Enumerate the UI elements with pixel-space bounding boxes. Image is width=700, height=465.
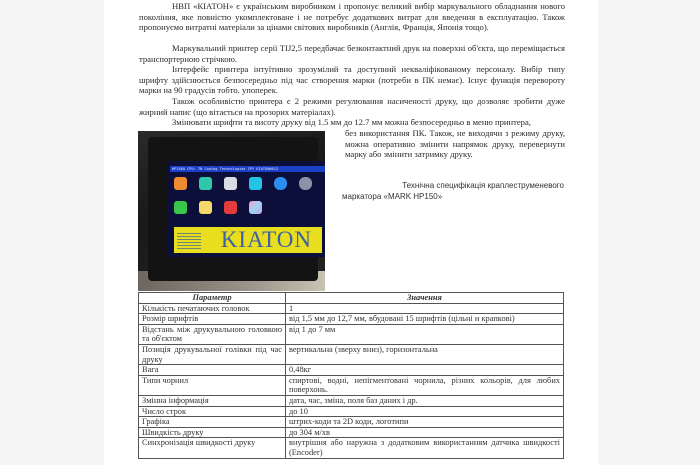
param-cell: Змінна інформація xyxy=(139,395,286,406)
side-paragraph: без використання ПК. Також, не виходячи з режиму друку, можна оперативно змінити напрямок друку, перевернути марку або змінити затримку друку. xyxy=(345,128,565,160)
value-cell: від 1,5 мм до 12,7 мм, вбудовані 15 шрифтів (цільні и крапкові) xyxy=(286,314,564,325)
param-cell: Відстань між друкувальною головкою та об'єктом xyxy=(139,324,286,344)
logo-lines xyxy=(177,233,201,249)
param-cell: Синхронізація швидкості друку xyxy=(139,438,286,458)
printer-screen xyxy=(168,161,325,257)
app-icon-contacts xyxy=(224,201,237,214)
app-icon-store xyxy=(274,177,287,190)
app-icon-settings xyxy=(299,177,312,190)
table-row xyxy=(139,417,564,428)
table-row xyxy=(139,314,564,325)
param-cell: Кількість печатаючих головок xyxy=(139,303,286,314)
table-row xyxy=(139,303,564,314)
table-header-row xyxy=(139,293,564,304)
table-row xyxy=(139,406,564,417)
table-row xyxy=(139,395,564,406)
param-cell: Типи чорнил xyxy=(139,375,286,395)
app-icon-film xyxy=(249,177,262,190)
kiaton-logo-preview xyxy=(174,227,322,253)
table-row xyxy=(139,344,564,364)
fonts-paragraph: Змінювати шрифти та висоту друку від 1.5 мм до 12.7 мм можна безпосередньо в меню принтера, xyxy=(172,117,531,127)
value-cell: 0,48кг xyxy=(286,365,564,376)
caption-line-2: маркатора «MARK HP150» xyxy=(342,192,443,201)
header-parameter: Параметр xyxy=(139,293,286,304)
table-row xyxy=(139,375,564,395)
value-cell: до 304 м/хв xyxy=(286,427,564,438)
table-row xyxy=(139,324,564,344)
param-cell: Розмір шрифтів xyxy=(139,314,286,325)
app-icon-gallery xyxy=(249,201,262,214)
table-row xyxy=(139,427,564,438)
value-cell: спиртові, водні, непігментовані чорнила, різних кольорів, для любих поверхонь. xyxy=(286,375,564,395)
spec-caption xyxy=(342,180,564,202)
logo-text: KIATON xyxy=(220,227,312,252)
value-cell: внутрішня або наружна з додатковим використанням датчика швидкості (Encoder) xyxy=(286,438,564,458)
app-icon-close xyxy=(224,177,237,190)
printer-photo xyxy=(138,131,325,291)
app-icon-video xyxy=(174,201,187,214)
interface-paragraph: Інтерфейс принтера інтуїтивно зрозумілий та доступний некваліфікованому персоналу. Вибір типу шрифту здійснюється безпосередньо під час створення марки (потреби в ПК немає). Існує функція перевороту марки на 90 градусів тобто. упоперек. xyxy=(139,64,565,96)
table-row xyxy=(139,365,564,376)
param-cell: Швидкість друку xyxy=(139,427,286,438)
header-value: Значення xyxy=(286,293,564,304)
value-cell: від 1 до 7 мм xyxy=(286,324,564,344)
param-cell: Позиція друкувальної голівки під час друку xyxy=(139,344,286,364)
intro-paragraph: НВП «КІАТОН» є українським виробником і пропонує великий вибір маркувального обладнання нового покоління, яке повністю укомплектоване і не потребує додаткових витрат для введення в експлуатацію. Також пропонуємо витратні матеріали за цінами світових виробників (Англія, Франція, Японія тощо). xyxy=(139,1,565,33)
value-cell: дата, час, зміна, поля баз даних і др. xyxy=(286,395,564,406)
value-cell: 1 xyxy=(286,303,564,314)
tij-paragraph: Маркувальний принтер серії TIJ2,5 передбачає безконтактний друк на поверхні об'єкта, що переміщається транспортерною стрічкою. xyxy=(139,43,565,64)
document-page xyxy=(104,0,598,465)
value-cell: штрих-коди та 2D коди, логотипи xyxy=(286,417,564,428)
screen-statusbar: HP150A CPU: TN Coding Technologies CPY KIATON0612 xyxy=(170,166,325,172)
saturation-paragraph: Також особливістю принтера є 2 режими регулювання насиченості друку, що дозволяє зробити дуже жирний напис (що вітається на прозорих матеріалах). xyxy=(139,96,565,117)
value-cell: вертикальна (зверху вниз), горизонтальна xyxy=(286,344,564,364)
app-icon-message xyxy=(174,177,187,190)
param-cell: Вага xyxy=(139,365,286,376)
caption-line-1: Технічна специфікація краплеструменевого xyxy=(402,181,564,190)
param-cell: Число строк xyxy=(139,406,286,417)
spec-table xyxy=(138,292,564,459)
value-cell: до 10 xyxy=(286,406,564,417)
app-icon-document xyxy=(199,177,212,190)
param-cell: Графіка xyxy=(139,417,286,428)
app-icon-notes xyxy=(199,201,212,214)
table-row xyxy=(139,438,564,458)
